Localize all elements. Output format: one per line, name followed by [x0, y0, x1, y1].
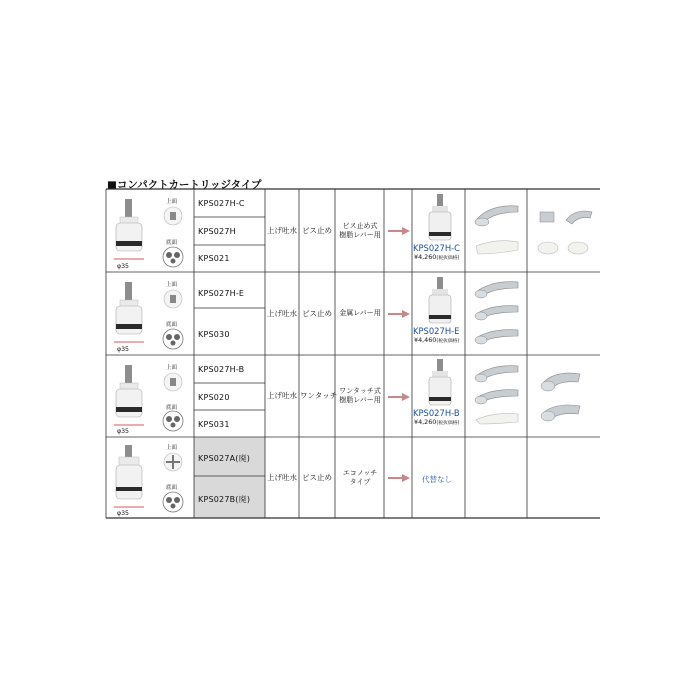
price: ¥4,460(税抜価格) [414, 336, 460, 344]
part-code: KPS031 [198, 420, 230, 429]
diameter-label: φ35 [117, 510, 129, 517]
lever-type: エコノッチ タイプ [342, 469, 378, 486]
part-code: KPS020 [198, 393, 230, 402]
lever-handle-images [534, 364, 594, 428]
replacement-cartridge-image [423, 192, 457, 244]
bottom-view-image [161, 328, 185, 350]
price: ¥4,260(税抜価格) [414, 253, 460, 261]
top-view-label: 上面 [166, 199, 178, 205]
lever-handle-images [470, 198, 524, 262]
spout-type: 上げ吐水 [267, 309, 297, 318]
part-code-discontinued: KPS027A(廃) [198, 454, 251, 463]
lever-type: ビス止め式 樹脂レバー用 [339, 222, 381, 239]
top-view-image [162, 288, 184, 310]
diameter-label: φ35 [117, 263, 129, 270]
replacement-code: KPS027H-B [413, 408, 460, 418]
lever-type: 金属レバー用 [339, 309, 381, 317]
no-replacement-label: 代替なし [422, 475, 452, 484]
bottom-view-image [161, 246, 185, 268]
spout-type: 上げ吐水 [267, 391, 297, 400]
part-code: KPS027H [198, 227, 236, 236]
spout-type: 上げ吐水 [267, 226, 297, 235]
top-view-image [162, 371, 184, 393]
top-view-label: 上面 [166, 445, 178, 451]
lever-handle-images [532, 198, 596, 262]
part-code: KPS030 [198, 330, 230, 339]
fixing-type: ビス止め [302, 309, 332, 318]
part-code: KPS027H-B [198, 365, 245, 374]
fixing-type: ワンタッチ [300, 391, 338, 400]
lever-handle-images [470, 276, 524, 352]
replacement-cartridge-image [423, 275, 457, 327]
bottom-view-label: 底面 [166, 485, 178, 491]
top-view-label: 上面 [166, 365, 178, 371]
part-code: KPS027H-E [198, 289, 245, 298]
bottom-view-label: 底面 [166, 405, 178, 411]
part-code: KPS027H-C [198, 199, 245, 208]
diameter-label: φ35 [117, 346, 129, 353]
fixing-type: ビス止め [302, 226, 332, 235]
bottom-view-image [161, 410, 185, 432]
top-view-image [162, 205, 184, 227]
part-code: KPS021 [198, 254, 230, 263]
fixing-type: ビス止め [302, 473, 332, 482]
top-view-image [162, 451, 184, 473]
replacement-code: KPS027H-C [413, 243, 461, 253]
replacement-code: KPS027H-E [413, 326, 460, 336]
top-view-label: 上面 [166, 282, 178, 288]
part-code-discontinued: KPS027B(廃) [198, 495, 251, 504]
spout-type: 上げ吐水 [267, 473, 297, 482]
bottom-view-image [161, 491, 185, 513]
price: ¥4,260(税抜価格) [414, 418, 460, 426]
lever-type: ワンタッチ式 樹脂レバー用 [339, 387, 381, 404]
replacement-cartridge-image [423, 357, 457, 409]
bottom-view-label: 底面 [166, 322, 178, 328]
section-title: ■コンパクトカートリッジタイプ [107, 179, 262, 191]
bottom-view-label: 底面 [166, 240, 178, 246]
lever-handle-images [470, 360, 524, 432]
diameter-label: φ35 [117, 428, 129, 435]
